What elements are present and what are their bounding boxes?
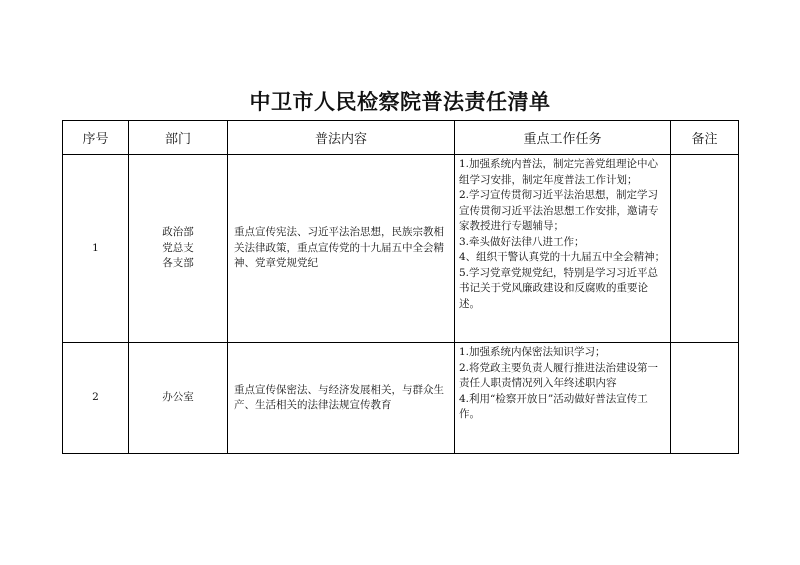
- header-seq: 序号: [63, 121, 129, 155]
- department-line: 各支部: [162, 257, 194, 270]
- department-line: 办公室: [162, 391, 194, 404]
- header-department: 部门: [129, 121, 228, 155]
- row-content: 重点宣传保密法、与经济发展相关，与群众生产、生活相关的法律法规宣传教育: [228, 343, 455, 454]
- document-title: 中卫市人民检察院普法责任清单: [249, 90, 551, 114]
- table-header-row: [63, 121, 739, 155]
- task-item: 2.学习宣传贯彻习近平法治思想，制定学习宣传贯彻习近平法治思想工作安排，邀请专家教授进行专题辅导；: [459, 189, 659, 232]
- task-item: 4.利用“检察开放日”活动做好普法宣传工作。: [459, 392, 648, 420]
- row-content: 重点宣传宪法、习近平法治思想，民族宗教相关法律政策，重点宣传党的十九届五中全会精神、党章党规党纪: [228, 155, 455, 343]
- task-item: 3.牵头做好法律八进工作；: [459, 235, 585, 248]
- task-item: 1.加强系统内普法，制定完善党组理论中心组学习安排，制定年度普法工作计划；: [459, 158, 659, 186]
- responsibility-table: [62, 120, 739, 454]
- row-remark: [671, 343, 739, 454]
- header-tasks: 重点工作任务: [455, 121, 671, 155]
- department-line: 政治部: [162, 226, 194, 239]
- table-row: [63, 155, 739, 343]
- row-tasks: [455, 155, 671, 343]
- row-remark: [671, 155, 739, 343]
- task-item: 4、组织干警认真党的十九届五中全会精神；: [459, 251, 666, 263]
- row-department: [129, 343, 228, 454]
- row-tasks: [455, 343, 671, 454]
- task-item: 1.加强系统内保密法知识学习；: [459, 346, 606, 358]
- department-line: 党总支: [162, 241, 194, 254]
- table-row: [63, 343, 739, 454]
- task-item: 5.学习党章党规党纪，特别是学习习近平总书记关于党风廉政建设和反腐败的重要论述。: [459, 266, 659, 310]
- header-remark: 备注: [671, 121, 739, 155]
- header-content: 普法内容: [228, 121, 455, 155]
- row-seq: 1: [63, 155, 129, 343]
- row-seq: 2: [63, 343, 129, 454]
- task-item: 2.将党政主要负责人履行推进法治建设第一责任人职责情况列入年终述职内容: [459, 361, 659, 389]
- row-department: [129, 155, 228, 343]
